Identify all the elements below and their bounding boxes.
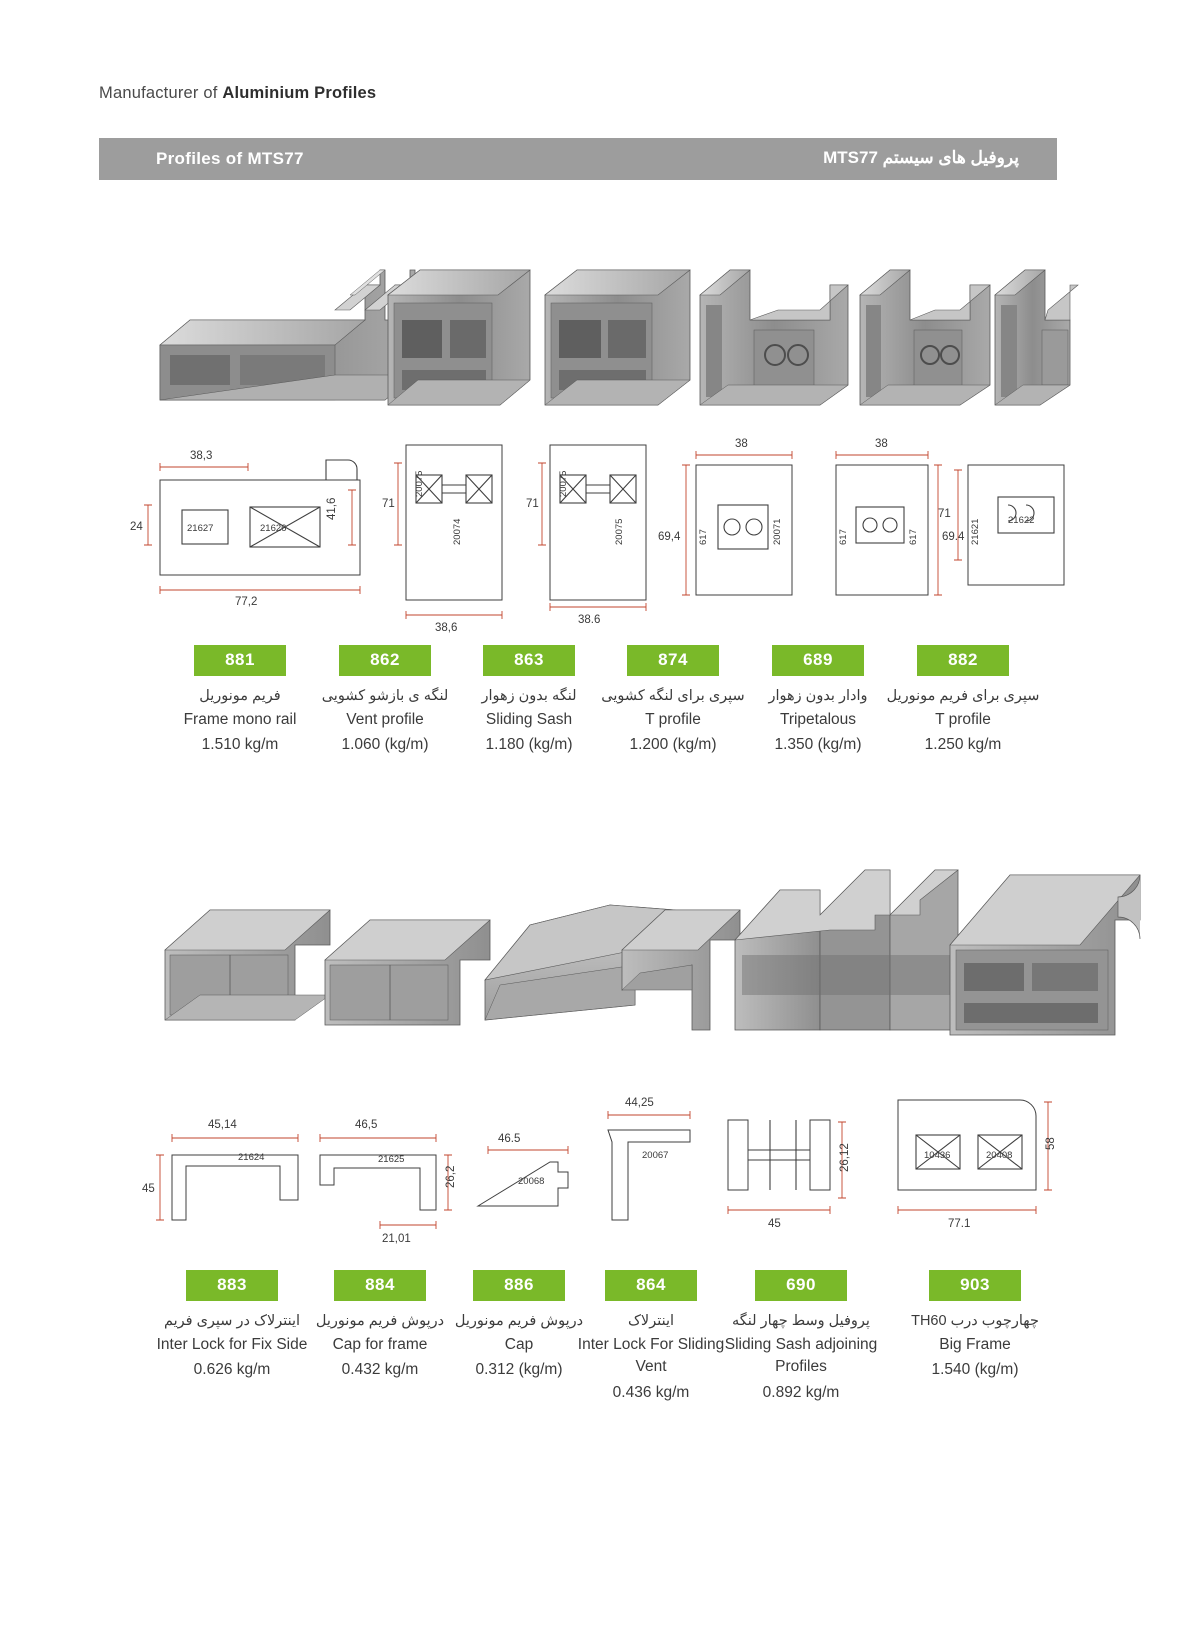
dim-883-0: 45,14 [208,1119,237,1131]
drawing-881 [130,450,360,608]
drawing-864 [608,1097,690,1220]
en-882: T profile [935,711,991,729]
render-863 [545,270,690,405]
page-tagline [99,84,376,103]
dim-863-0: 71 [526,498,539,510]
drawing-863 [526,445,646,626]
drawing-884 [320,1119,457,1245]
badge-884: 884 [334,1270,426,1301]
row2-drawings [130,1080,1080,1270]
dim-689-0: 38 [875,438,888,450]
section-title-fa: پروفیل های سیستم MTS77 [823,148,1019,167]
section-title-bar [99,138,1057,180]
caption-883 [147,1270,317,1382]
dim-884-0: 46,5 [355,1119,378,1131]
en-874: T profile [645,711,701,729]
dim-883-1: 45 [142,1183,155,1195]
fa-881: فریم مونوریل [199,688,281,704]
caption-882 [878,645,1048,757]
render-690 [735,870,958,1030]
render-689 [860,270,990,405]
badge-903: 903 [929,1270,1021,1301]
drawing-886 [478,1133,568,1206]
part-862-1: 20074 [452,518,463,545]
dim-881-0: 38,3 [190,450,213,462]
badge-863: 863 [483,645,575,676]
fa-862: لنگه ی بازشو کشویی [321,688,449,704]
dim-862-1: 38,6 [435,622,458,634]
en-689: Tripetalous [779,711,857,729]
drawing-882 [938,465,1064,585]
part-883-0: 21624 [238,1152,265,1163]
section-title-en: Profiles of MTS77 [156,149,304,168]
render-882 [995,270,1078,405]
tagline-prefix: Manufacturer of [99,84,223,102]
fa-690: پروفیل وسط چهار لنگه [732,1313,870,1329]
wt-903: 1.540 (kg/m) [931,1361,1019,1379]
part-903-0: 10436 [924,1150,951,1161]
dim-864-0: 44,25 [625,1097,654,1109]
part-862-0: 20075 [414,470,425,497]
en-862: Vent profile [346,711,424,729]
render-903 [950,875,1140,1035]
part-863-1: 20075 [614,518,625,545]
fa-882: سپری برای فریم مونوریل [886,688,1040,704]
badge-874: 874 [627,645,719,676]
dim-689-1: 69.4 [942,531,965,543]
part-689-1: 617 [908,529,919,545]
row2-drawing-svg [130,1080,1080,1270]
badge-882: 882 [917,645,1009,676]
dim-884-1: 26,2 [445,1165,457,1188]
fa-864: اینترلاک [627,1313,675,1329]
render-883 [165,910,330,1020]
part-882-1: 21622 [1008,515,1035,526]
render-874 [700,270,848,405]
dim-874-1: 69,4 [658,531,681,543]
drawing-690 [728,1120,851,1230]
en-690: Sliding Sash adjoining Profiles [724,1336,878,1376]
fa-689: وادار بدون زهوار [768,688,868,704]
drawing-874 [658,438,792,595]
wt-883: 0.626 kg/m [193,1361,271,1379]
en-864: Inter Lock For Sliding Vent [577,1336,725,1376]
part-881-0: 21627 [187,523,214,534]
wt-882: 1.250 kg/m [924,736,1002,754]
en-886: Cap [504,1336,534,1354]
wt-881: 1.510 kg/m [201,736,279,754]
part-874-0: 617 [698,529,709,545]
fa-883: اینترلاک در سپری فریم [163,1313,301,1329]
drawing-862 [382,445,502,634]
wt-884: 0.432 kg/m [341,1361,419,1379]
row1-renders [130,225,1080,430]
render-884 [325,920,490,1025]
dim-903-1: 77.1 [948,1218,971,1230]
row1-drawing-svg [130,438,1080,645]
fa-874: سپری برای لنگه کشویی [601,688,745,704]
render-862 [388,270,530,405]
badge-881: 881 [194,645,286,676]
dim-886-0: 46.5 [498,1133,521,1145]
en-863: Sliding Sash [485,711,573,729]
en-903: Big Frame [939,1336,1011,1354]
wt-886: 0.312 (kg/m) [475,1361,563,1379]
part-886-0: 20068 [518,1176,545,1187]
dim-863-1: 38.6 [578,614,601,626]
badge-864: 864 [605,1270,697,1301]
part-689-0: 617 [838,529,849,545]
dim-862-0: 71 [382,498,395,510]
part-874-1: 20071 [772,518,783,545]
drawing-883 [142,1119,298,1220]
dim-881-2: 41,6 [326,497,338,520]
part-903-1: 20408 [986,1150,1013,1161]
en-884: Cap for frame [332,1336,428,1354]
fa-886: درپوش فریم مونوریل [454,1313,584,1329]
part-884-0: 21625 [378,1154,405,1165]
wt-874: 1.200 (kg/m) [629,736,717,754]
wt-862: 1.060 (kg/m) [341,736,429,754]
wt-864: 0.436 kg/m [612,1383,690,1401]
dim-881-3: 77,2 [235,596,258,608]
dim-690-0: 26,12 [839,1143,851,1172]
part-882-0: 21621 [970,518,981,545]
part-881-1: 21626 [260,523,287,534]
badge-690: 690 [755,1270,847,1301]
dim-874-0: 38 [735,438,748,450]
row2-renders [130,855,1080,1065]
tagline-bold: Aluminium Profiles [222,84,377,102]
dim-903-0: 58 [1045,1137,1057,1150]
part-864-0: 20067 [642,1150,669,1161]
dim-884-2: 21,01 [382,1233,411,1245]
row1-render-svg [130,225,1080,430]
en-883: Inter Lock for Fix Side [156,1336,308,1354]
render-881 [160,270,415,400]
badge-862: 862 [339,645,431,676]
caption-690 [706,1270,896,1404]
wt-689: 1.350 (kg/m) [774,736,862,754]
fa-884: درپوش فریم مونوریل [315,1313,445,1329]
row1-drawings [130,438,1080,645]
dim-690-1: 45 [768,1218,781,1230]
caption-903 [890,1270,1060,1382]
badge-689: 689 [772,645,864,676]
row2-render-svg [130,855,1080,1065]
fa-903: چهارچوب درب TH60 [911,1313,1039,1329]
wt-690: 0.892 kg/m [762,1383,840,1401]
en-881: Frame mono rail [183,711,297,729]
drawing-903 [898,1100,1057,1230]
wt-863: 1.180 (kg/m) [485,736,573,754]
part-863-0: 20075 [558,470,569,497]
badge-883: 883 [186,1270,278,1301]
fa-863: لنگه بدون زهوار [481,688,577,704]
dim-882-0: 71 [938,508,951,520]
dim-881-1: 24 [130,521,143,533]
badge-886: 886 [473,1270,565,1301]
